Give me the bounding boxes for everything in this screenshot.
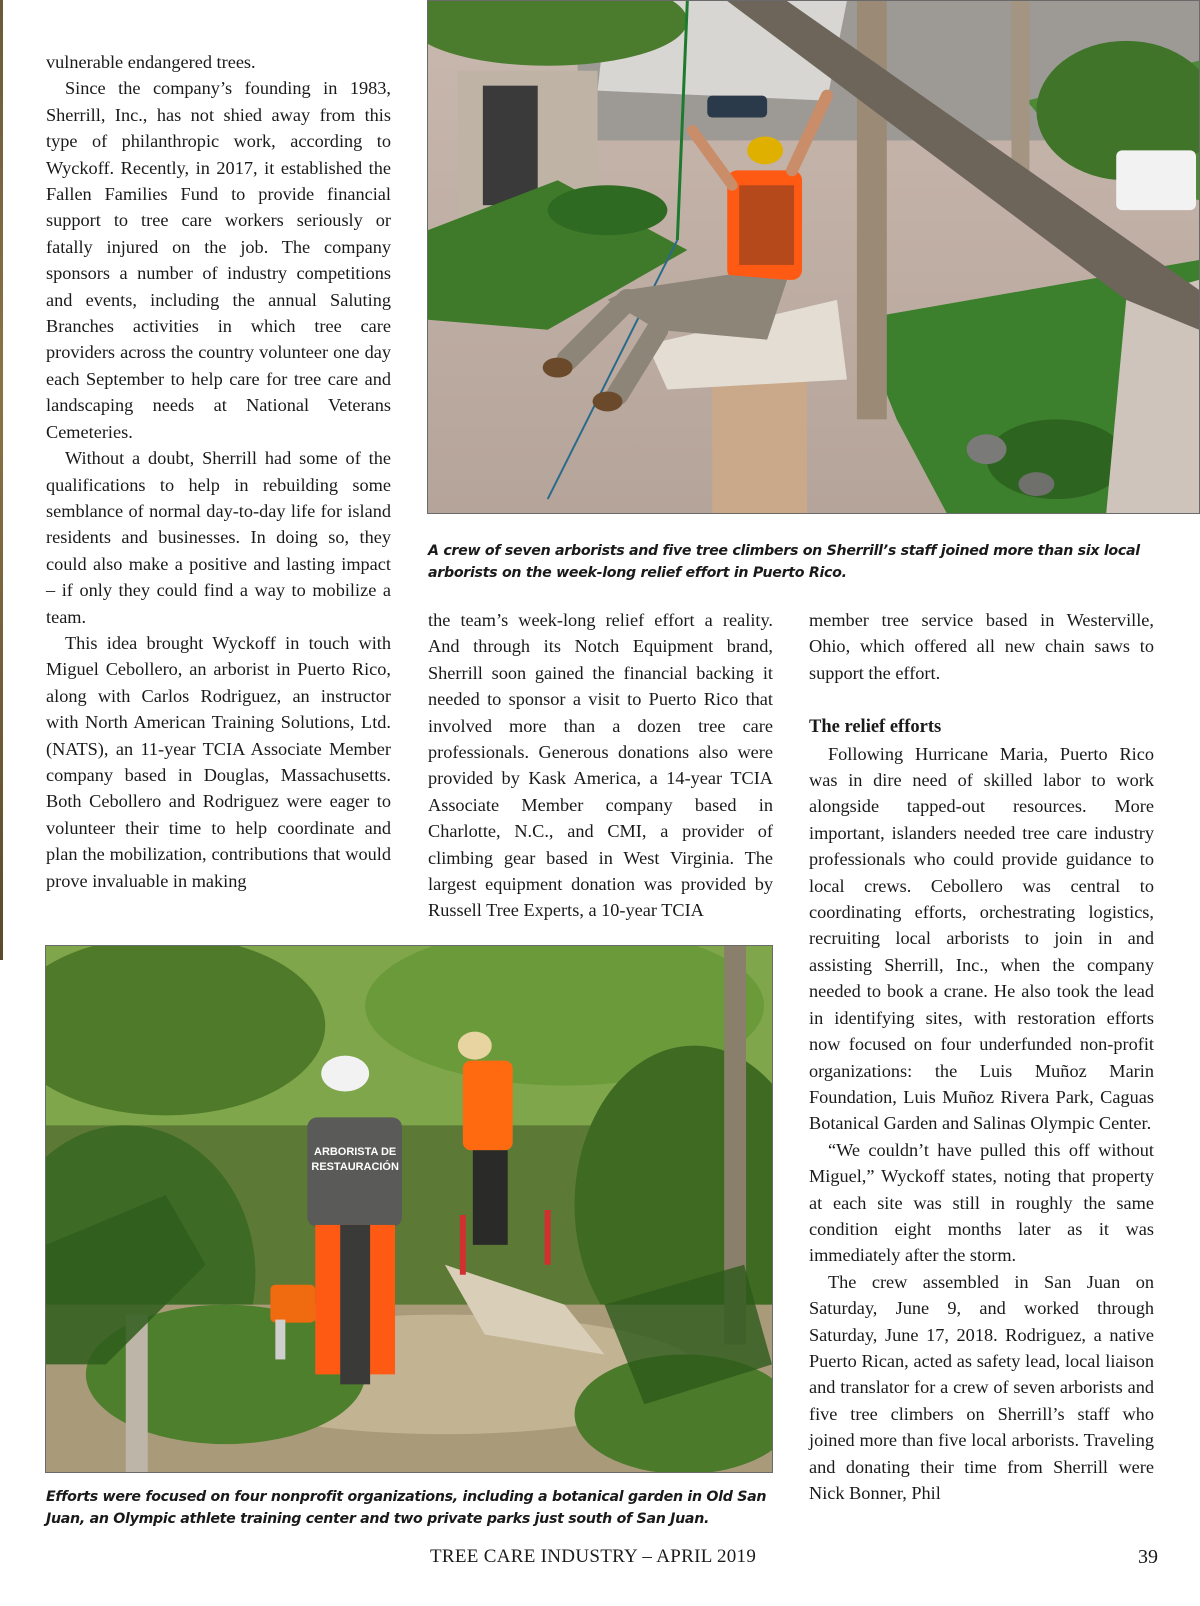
paragraph: The crew assembled in San Juan on Saturday, June 9, and worked through Saturday, June 17, 2018. Rodriguez, a native Puerto Rican, acted as safety lead, local liaison and translator for a crew of seven arborists and five tree climbers on Sherrill’s staff who joined more than five local arborists. Traveling and donating their time from Sherrill were Nick Bonner, Phil [809, 1271, 1154, 1503]
paragraph: This idea brought Wyckoff in touch with Miguel Cebollero, an arborist in Puerto Rico, along with Carlos Rodriguez, an instructor with North American Training Solutions, Ltd. (NATS), an 11-year TCIA Associate Member company based in Douglas, Massachusetts. Both Cebollero and Rodriguez were eager to volunteer their time to help coordinate and plan the mobilization, contributions that would prove invaluable in making [46, 632, 391, 891]
paragraph: Without a doubt, Sherrill had some of the qualifications to help in rebuilding some semblance of normal day-to-day life for island residents and businesses. In doing so, they could also make a positive and lasting impact – if only they could find a way to mobilize a team. [46, 448, 391, 627]
paragraph: vulnerable endangered trees. [46, 52, 256, 72]
shirt-text-line-1: ARBORISTA DE [314, 1146, 397, 1159]
page-number: 39 [1138, 1546, 1158, 1568]
crew-photo [45, 945, 773, 1473]
photo-caption-bottom: Efforts were focused on four nonprofit organizations, including a botanical garden in Old San Juan, an Olympic athlete training center and two private parks just south of San Juan. [46, 1489, 767, 1527]
photo-caption-top: A crew of seven arborists and five tree climbers on Sherrill’s staff joined more than six local arborists on the week-long relief effort in Puerto Rico. [428, 543, 1140, 581]
article-column-3 [809, 607, 1154, 1506]
shirt-text-line-2: RESTAURACIÓN [311, 1161, 399, 1174]
paragraph: the team’s week-long relief effort a reality. And through its Notch Equipment brand, Sherrill soon gained the financial backing it needed to sponsor a visit to Puerto Rico that involved more than a dozen tree care professionals. Generous donations also were provided by Kask America, a 14-year TCIA Associate Member company based in Charlotte, N.C., and CMI, a provider of climbing gear based in West Virginia. The largest equipment donation was provided by Russell Tree Experts, a 10-year TCIA [428, 610, 773, 921]
crew-photo-illustration [46, 946, 772, 1472]
paragraph: “We couldn’t have pulled this off without Miguel,” Wyckoff states, noting that property at each site was still in roughly the same condition eight months later as it was immediately after the storm. [809, 1139, 1154, 1266]
climber-photo-illustration [428, 1, 1199, 513]
footer-publication: TREE CARE INDUSTRY – APRIL 2019 [430, 1546, 757, 1567]
paragraph: Since the company’s founding in 1983, Sherrill, Inc., has not shied away from this type of philanthropic work, according to Wyckoff. Recently, in 2017, it established the Fallen Families Fund to provide financial support to tree care workers seriously or fatally injured on the job. The company sponsors a number of industry competitions and events, including the annual Saluting Branches activities in which tree care providers across the country volunteer one day each September to help care for tree care and landscaping needs at National Veterans Cemeteries. [46, 78, 391, 442]
article-column-2 [428, 607, 773, 924]
climber-photo [427, 0, 1200, 514]
section-heading: The relief efforts [809, 717, 942, 738]
paragraph: Following Hurricane Maria, Puerto Rico was in dire need of skilled labor to work alongside tapped-out resources. More important, islanders needed tree care industry professionals who could provide guidance to local crews. Cebollero was central to coordinating efforts, orchestrating logistics, recruiting local arborists to join in and assisting Sherrill, Inc., when the company needed to book a crane. He also took the lead in identifying sites, with restoration efforts now focused on four underfunded non-profit organizations: the Luis Muñoz Marin Foundation, Luis Muñoz Rivera Park, Caguas Botanical Garden and Salinas Olympic Center. [809, 743, 1154, 1134]
page-edge-strip [0, 0, 3, 960]
article-column-1 [46, 49, 391, 894]
paragraph: member tree service based in Westerville, Ohio, which offered all new chain saws to support the effort. [809, 610, 1154, 683]
